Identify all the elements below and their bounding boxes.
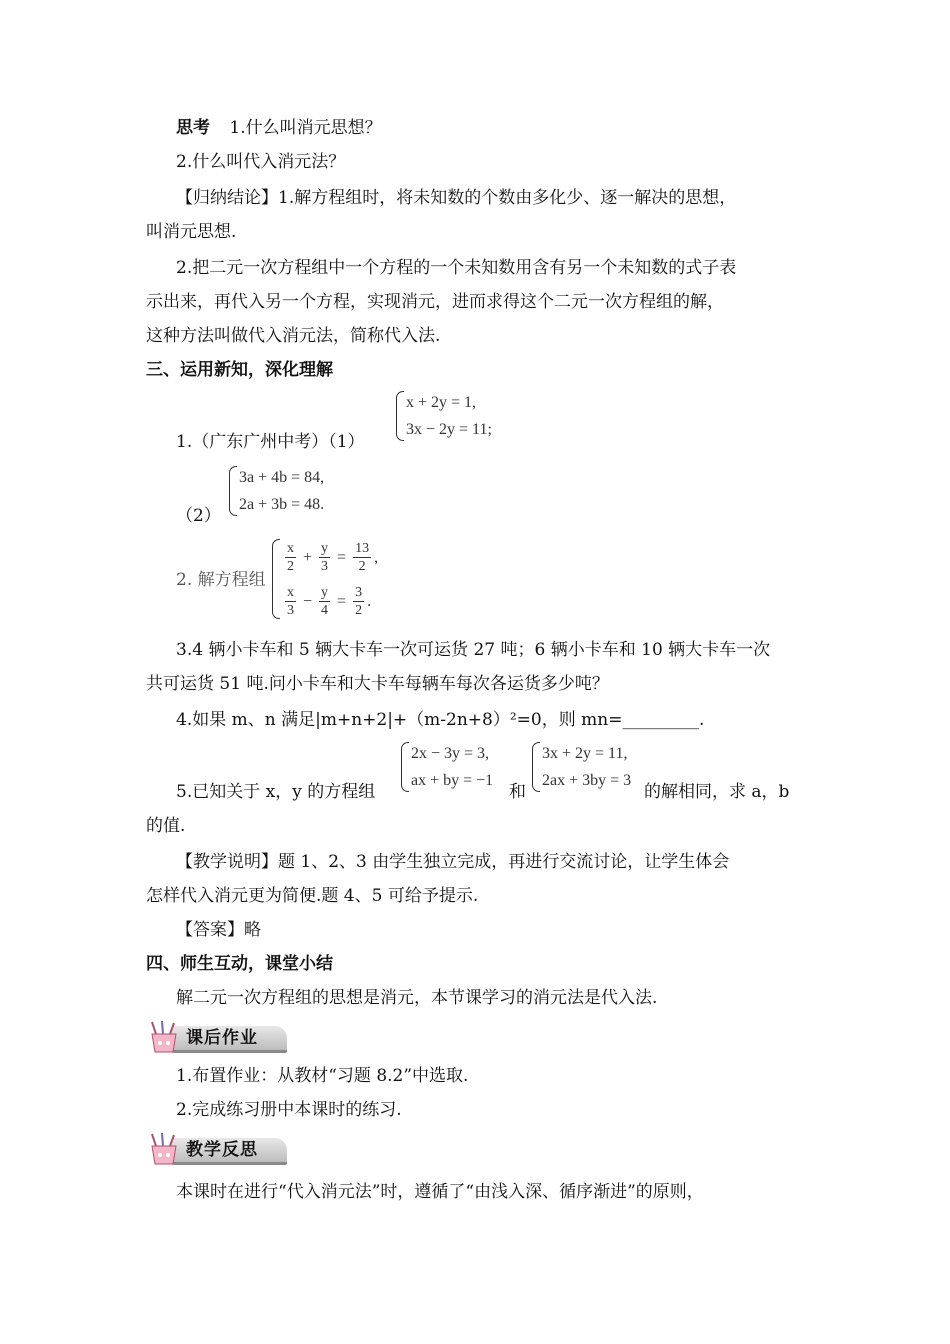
equation-row: 3a + 4b = 84, [239,469,325,486]
equation-row: 2x − 3y = 3, [411,745,490,762]
fraction: $\frac{x}{3}$ [287,584,294,618]
fraction: $\frac{3}{2}$ [355,584,363,618]
pencil-cup-icon [146,1132,186,1166]
fraction: $\frac{x}{2}$ [287,540,294,574]
conclusion-para2-line2: 示出来，再代入另一个方程，实现消元，进而求得这个二元一次方程组的解， [146,292,724,312]
exercise1-label: 1.（广东广州中考）（1） [176,432,365,452]
exercise1-sub2-label: （2） [176,506,221,526]
answer: 【答案】略 [176,920,261,940]
equation-row: $\frac{x}{2}$ + $\frac{y}{3}$ = $\frac{13}{2}$ , [287,540,379,574]
exercise5-suffix: 的解相同，求 a，b [644,782,790,802]
equation-row: 3x + 2y = 11, [542,745,628,762]
exercise5-tail: 的值. [146,816,186,836]
exercise5-prefix: 5.已知关于 x，y 的方程组 [176,782,376,802]
exercise5-system-a [401,740,493,794]
equation-row: x + 2y = 1, [406,394,477,411]
exercise5-system-b [532,740,631,794]
pencil-cup-icon [146,1020,186,1054]
think-question-1 [176,116,382,140]
exercise3-line1: 3.4 辆小卡车和 5 辆大卡车一次可运货 27 吨；6 辆小卡车和 10 辆大卡车一次 [176,640,771,660]
equation-row: ax + by = −1 [411,772,494,789]
homework-banner [146,1020,291,1054]
teaching-note-line2: 怎样代入消元更为简便.题 4、5 可给予提示. [146,886,479,906]
exercise2-label: 2. 解方程组 [176,570,266,590]
equation-row: 3x − 2y = 11; [406,421,492,438]
think-label: 思考 [176,118,210,138]
fraction: $\frac{y}{3}$ [321,540,329,574]
section4-summary: 解二元一次方程组的思想是消元，本节课学习的消元法是代入法. [176,988,658,1008]
conclusion-para2-line1: 2.把二元一次方程组中一个方程的一个未知数用含有另一个未知数的式子表 [176,258,737,278]
equation-row: 2ax + 3by = 3 [542,772,632,789]
fraction: $\frac{y}{4}$ [321,584,329,618]
conclusion-para1-line2: 叫消元思想. [146,222,237,242]
teaching-note-line1: 【教学说明】题 1、2、3 由学生独立完成，再进行交流讨论，让学生体会 [176,852,730,872]
reflection-banner [146,1132,291,1166]
exercise1-system1 [396,389,492,443]
homework-item-2: 2.完成练习册中本课时的练习. [176,1100,402,1120]
homework-banner-title: 课后作业 [186,1028,258,1048]
exercise1-system2 [229,464,324,518]
equation-row: 2a + 3b = 48. [239,496,325,513]
section3-heading: 三、运用新知，深化理解 [146,360,333,380]
fraction: $\frac{13}{2}$ [355,540,370,574]
section4-heading: 四、师生互动，课堂小结 [146,954,333,974]
conclusion-para1-line1: 【归纳结论】1.解方程组时，将未知数的个数由多化少、逐一解决的思想， [176,188,737,208]
conclusion-para2-line3: 这种方法叫做代入消元法，简称代入法. [146,326,441,346]
reflection-banner-title: 教学反思 [186,1140,258,1160]
think-q1-text: 1.什么叫消元思想？ [229,118,382,138]
exercise2-system [272,537,378,621]
think-question-2: 2.什么叫代入消元法？ [176,152,346,172]
homework-item-1: 1.布置作业：从教材“习题 8.2”中选取. [176,1066,469,1086]
exercise4: 4.如果 m、n 满足|m+n+2|+（m-2n+8）²=0，则 mn=_________. [176,710,705,730]
equation-row: $\frac{x}{3}$ − $\frac{y}{4}$ = $\frac{3}{2}$ . [287,584,372,618]
reflection-text: 本课时在进行“代入消元法”时，遵循了“由浅入深、循序渐进”的原则， [176,1182,704,1202]
exercise3-line2: 共可运货 51 吨.问小卡车和大卡车每辆车每次各运货多少吨？ [146,674,609,694]
exercise5-and: 和 [509,782,526,802]
